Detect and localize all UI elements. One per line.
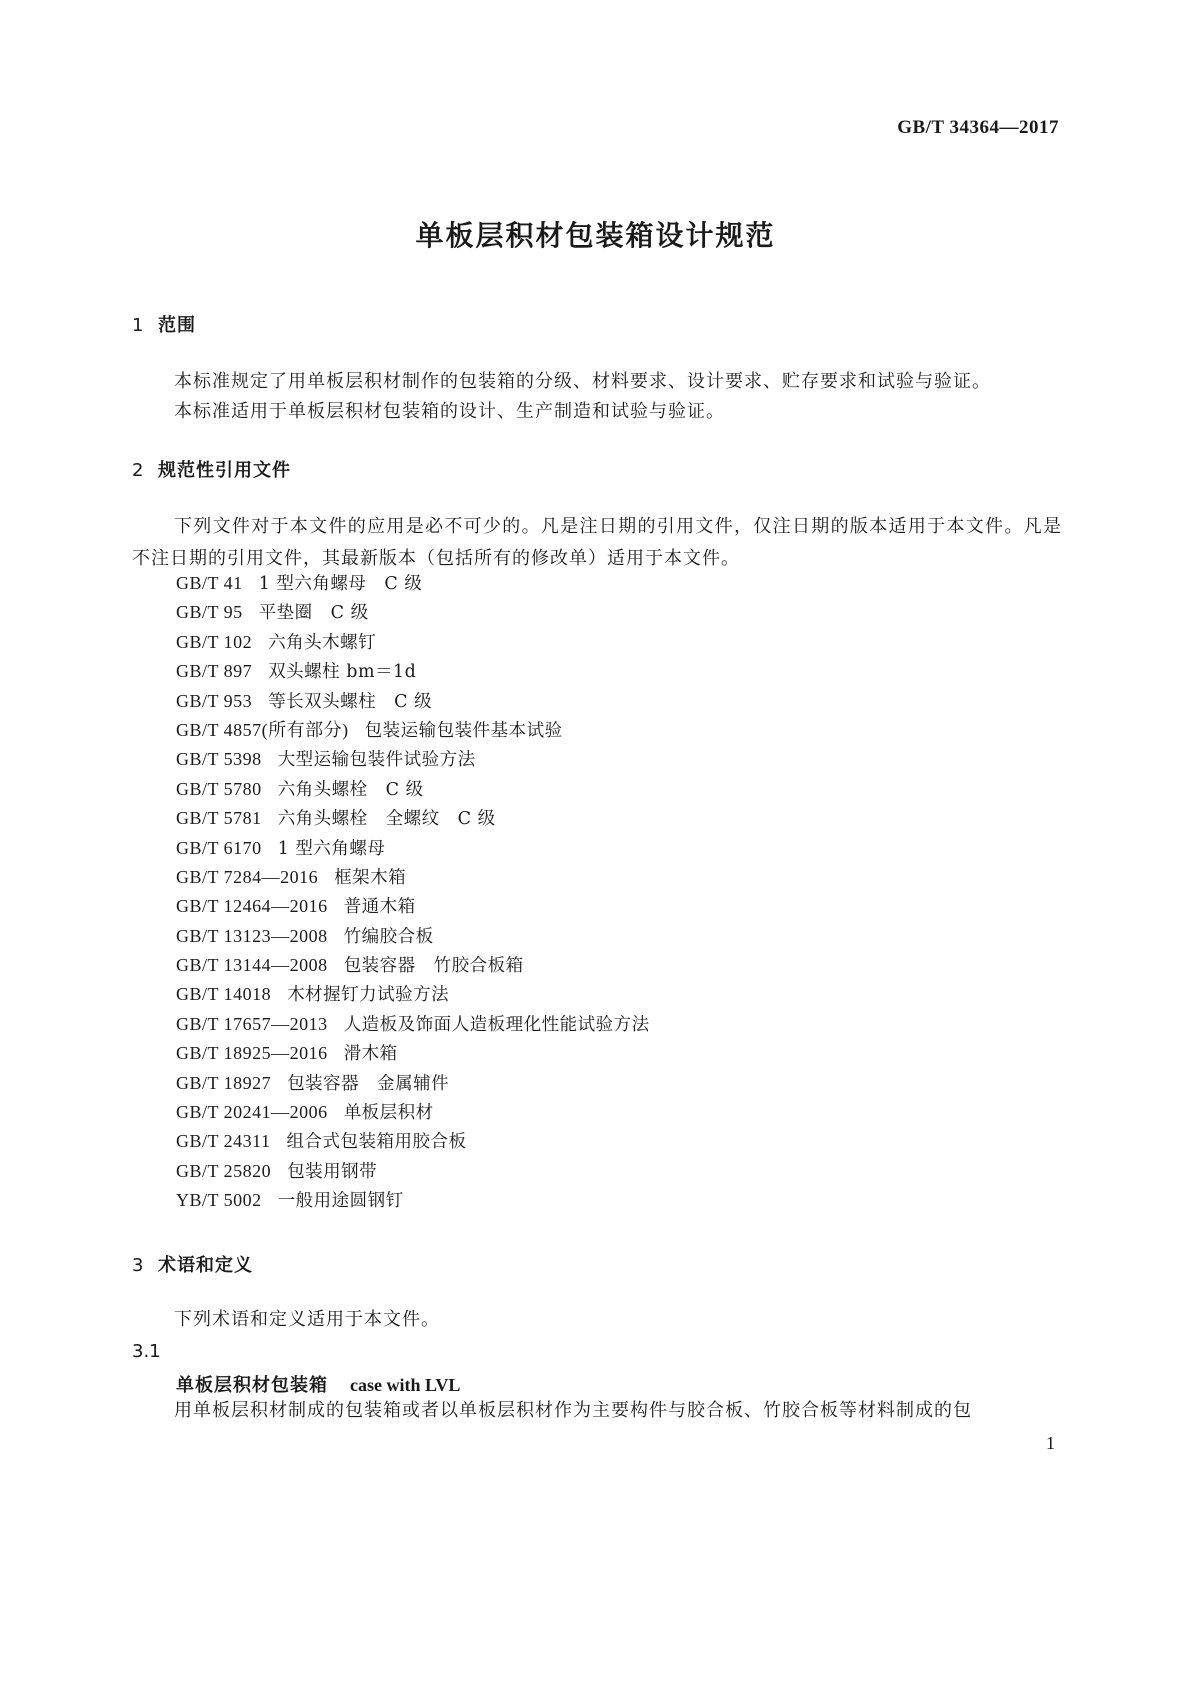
reference-item xyxy=(176,1127,650,1156)
reference-title: 单板层积材 xyxy=(343,1103,434,1124)
reference-title: 双头螺柱 bm＝1d xyxy=(268,662,417,683)
section-3-heading xyxy=(132,1251,253,1277)
reference-title: 包装用钢带 xyxy=(287,1161,378,1182)
reference-item xyxy=(176,1186,650,1215)
reference-item xyxy=(176,922,650,951)
reference-title: 六角头螺栓 C 级 xyxy=(277,779,424,800)
reference-item xyxy=(176,598,650,627)
reference-item xyxy=(176,1039,650,1068)
reference-title: 包装容器 竹胶合板箱 xyxy=(343,956,524,977)
section-number: 3 xyxy=(132,1255,145,1276)
section-title: 范围 xyxy=(158,315,196,336)
section-number: 1 xyxy=(132,315,145,336)
standard-code: GB/T 34364—2017 xyxy=(897,117,1059,138)
reference-code: GB/T 20241—2006 xyxy=(176,1102,328,1123)
reference-item xyxy=(176,834,650,863)
reference-title: 竹编胶合板 xyxy=(343,926,434,947)
reference-code: GB/T 6170 xyxy=(176,837,262,858)
reference-title: 平垫圈 C 级 xyxy=(258,603,369,624)
section-1-paragraph-1: 本标准规定了用单板层积材制作的包装箱的分级、材料要求、设计要求、贮存要求和试验与验证。 xyxy=(174,371,991,392)
reference-item xyxy=(176,892,650,921)
reference-code: GB/T 17657—2013 xyxy=(176,1013,328,1034)
reference-item xyxy=(176,980,650,1009)
section-number: 2 xyxy=(132,460,145,481)
page-number: 1 xyxy=(1046,1433,1055,1453)
reference-title: 六角头螺栓 全螺纹 C 级 xyxy=(277,809,496,830)
reference-title: 滑木箱 xyxy=(343,1044,398,1065)
reference-code: GB/T 18927 xyxy=(176,1072,272,1093)
reference-title: 1 型六角螺母 C 级 xyxy=(258,574,423,594)
reference-code: GB/T 4857(所有部分) xyxy=(176,719,349,740)
reference-title: 1 型六角螺母 xyxy=(277,838,386,859)
reference-item xyxy=(176,804,650,833)
document-title: 单板层积材包装箱设计规范 xyxy=(415,219,776,252)
section-3-intro-paragraph: 下列术语和定义适用于本文件。 xyxy=(174,1309,440,1330)
term-definition: 用单板层积材制成的包装箱或者以单板层积材作为主要构件与胶合板、竹胶合板等材料制成的包 xyxy=(174,1400,972,1421)
reference-item xyxy=(176,745,650,774)
reference-code: GB/T 95 xyxy=(176,602,243,623)
reference-title: 组合式包装箱用胶合板 xyxy=(286,1132,467,1153)
reference-code: GB/T 25820 xyxy=(176,1160,272,1181)
reference-code: GB/T 5398 xyxy=(176,749,262,770)
reference-item xyxy=(176,716,650,745)
section-title: 规范性引用文件 xyxy=(158,460,291,481)
term-entry xyxy=(176,1371,460,1397)
reference-title: 大型运输包装件试验方法 xyxy=(277,750,476,771)
reference-code: GB/T 5781 xyxy=(176,808,262,829)
reference-item xyxy=(176,1157,650,1186)
reference-code: GB/T 7284—2016 xyxy=(176,866,319,887)
term-chinese: 单板层积材包装箱 xyxy=(176,1375,328,1396)
reference-item xyxy=(176,775,650,804)
section-2-heading xyxy=(132,456,291,482)
reference-title: 人造板及饰面人造板理化性能试验方法 xyxy=(343,1014,650,1035)
reference-title: 框架木箱 xyxy=(334,867,407,888)
reference-code: GB/T 12464—2016 xyxy=(176,896,328,917)
section-1-paragraph-2: 本标准适用于单板层积材包装箱的设计、生产制造和试验与验证。 xyxy=(174,401,725,422)
reference-code: GB/T 14018 xyxy=(176,984,272,1005)
reference-code: YB/T 5002 xyxy=(176,1190,262,1211)
section-1-heading xyxy=(132,311,196,337)
reference-code: GB/T 897 xyxy=(176,661,253,682)
reference-title: 包装容器 金属辅件 xyxy=(287,1073,450,1094)
reference-item xyxy=(176,863,650,892)
term-english: case with LVL xyxy=(350,1375,461,1395)
reference-code: GB/T 5780 xyxy=(176,778,262,799)
reference-item xyxy=(176,569,650,598)
section-2-intro-paragraph: 下列文件对于本文件的应用是必不可少的。凡是注日期的引用文件，仅注日期的版本适用于本文件。凡是不注日期的引用文件，其最新版本（包括所有的修改单）适用于本文件。 xyxy=(132,516,1062,569)
reference-item xyxy=(176,687,650,716)
reference-item xyxy=(176,1069,650,1098)
reference-code: GB/T 41 xyxy=(176,573,243,593)
reference-title: 普通木箱 xyxy=(343,897,416,918)
reference-code: GB/T 13144—2008 xyxy=(176,955,328,976)
reference-code: GB/T 24311 xyxy=(176,1131,271,1152)
reference-title: 六角头木螺钉 xyxy=(268,632,377,653)
reference-item xyxy=(176,1098,650,1127)
subsection-number: 3.1 xyxy=(132,1341,161,1362)
reference-code: GB/T 13123—2008 xyxy=(176,925,328,946)
reference-title: 包装运输包装件基本试验 xyxy=(364,720,563,741)
reference-title: 等长双头螺柱 C 级 xyxy=(268,691,433,712)
reference-code: GB/T 953 xyxy=(176,690,253,711)
normative-reference-list xyxy=(176,569,650,1216)
reference-item xyxy=(176,951,650,980)
reference-code: GB/T 102 xyxy=(176,631,253,652)
reference-item xyxy=(176,628,650,657)
reference-title: 一般用途圆钢钉 xyxy=(277,1191,404,1212)
reference-item xyxy=(176,657,650,686)
section-title: 术语和定义 xyxy=(158,1255,253,1276)
reference-code: GB/T 18925—2016 xyxy=(176,1043,328,1064)
reference-title: 木材握钉力试验方法 xyxy=(287,985,450,1006)
reference-item xyxy=(176,1010,650,1039)
